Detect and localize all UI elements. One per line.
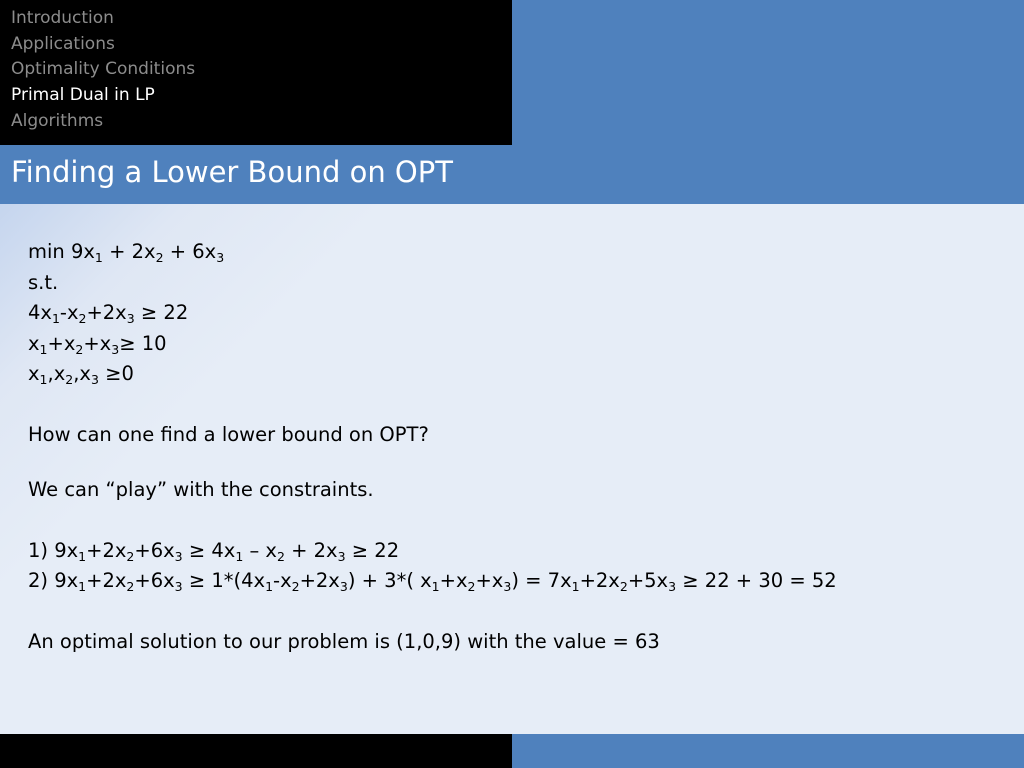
- slide-title: Finding a Lower Bound on OPT: [11, 155, 453, 189]
- step-2: 2) $9x_1+2x_2+6x_3 \ge 1*(4x_1-x_2+2x_3) + 3*$( $x_1+x_2+x_3) = 7x_1+2x_2+5x_3 \ge 22 + 30 = 52$: [28, 569, 837, 594]
- step-1: 1) $9x_1+2x_2+6x_3 \ge 4x_1 - x_2 + 2x_3 \ge 22$: [28, 538, 400, 564]
- title-bar: [0, 145, 1024, 204]
- conclusion-text: An optimal solution to our problem is (1,0,9) with the value = 63: [28, 630, 660, 653]
- lp-subject-to: s.t.: [28, 270, 59, 294]
- nav-item-applications[interactable]: Applications: [11, 33, 115, 54]
- nav-item-algorithms[interactable]: Algorithms: [11, 110, 104, 131]
- nav-panel: [0, 0, 512, 145]
- play-text: We can “play” with the constraints.: [28, 477, 374, 501]
- nav-item-primal-dual-in-lp[interactable]: Primal Dual in LP: [11, 85, 155, 106]
- nav-item-introduction[interactable]: Introduction: [11, 8, 114, 28]
- spacer: [28, 505, 837, 536]
- lp-constraint-nonneg: $x_1,x_2,x_3 \ge 0$: [28, 362, 134, 387]
- question-text: How can one find a lower bound on OPT?: [28, 423, 429, 446]
- slide-body: [28, 237, 837, 658]
- lp-constraint-1: $4x_1-x_2+2x_3 \ge 22$: [28, 301, 189, 326]
- lp-objective: $\min 9x_1 + 2x_2 + 6x_3$: [28, 240, 225, 265]
- spacer: [28, 390, 837, 421]
- slide-content: [0, 204, 1024, 734]
- header-decoration: [512, 0, 1024, 145]
- footer-right: [512, 734, 1024, 768]
- spacer: [28, 451, 837, 475]
- section-nav: [11, 6, 195, 135]
- spacer: [28, 597, 837, 628]
- footer-left: [0, 734, 512, 768]
- nav-item-optimality-conditions[interactable]: Optimality Conditions: [11, 59, 196, 80]
- lp-constraint-2: $x_1+x_2+x_3\ge 10$: [28, 331, 167, 357]
